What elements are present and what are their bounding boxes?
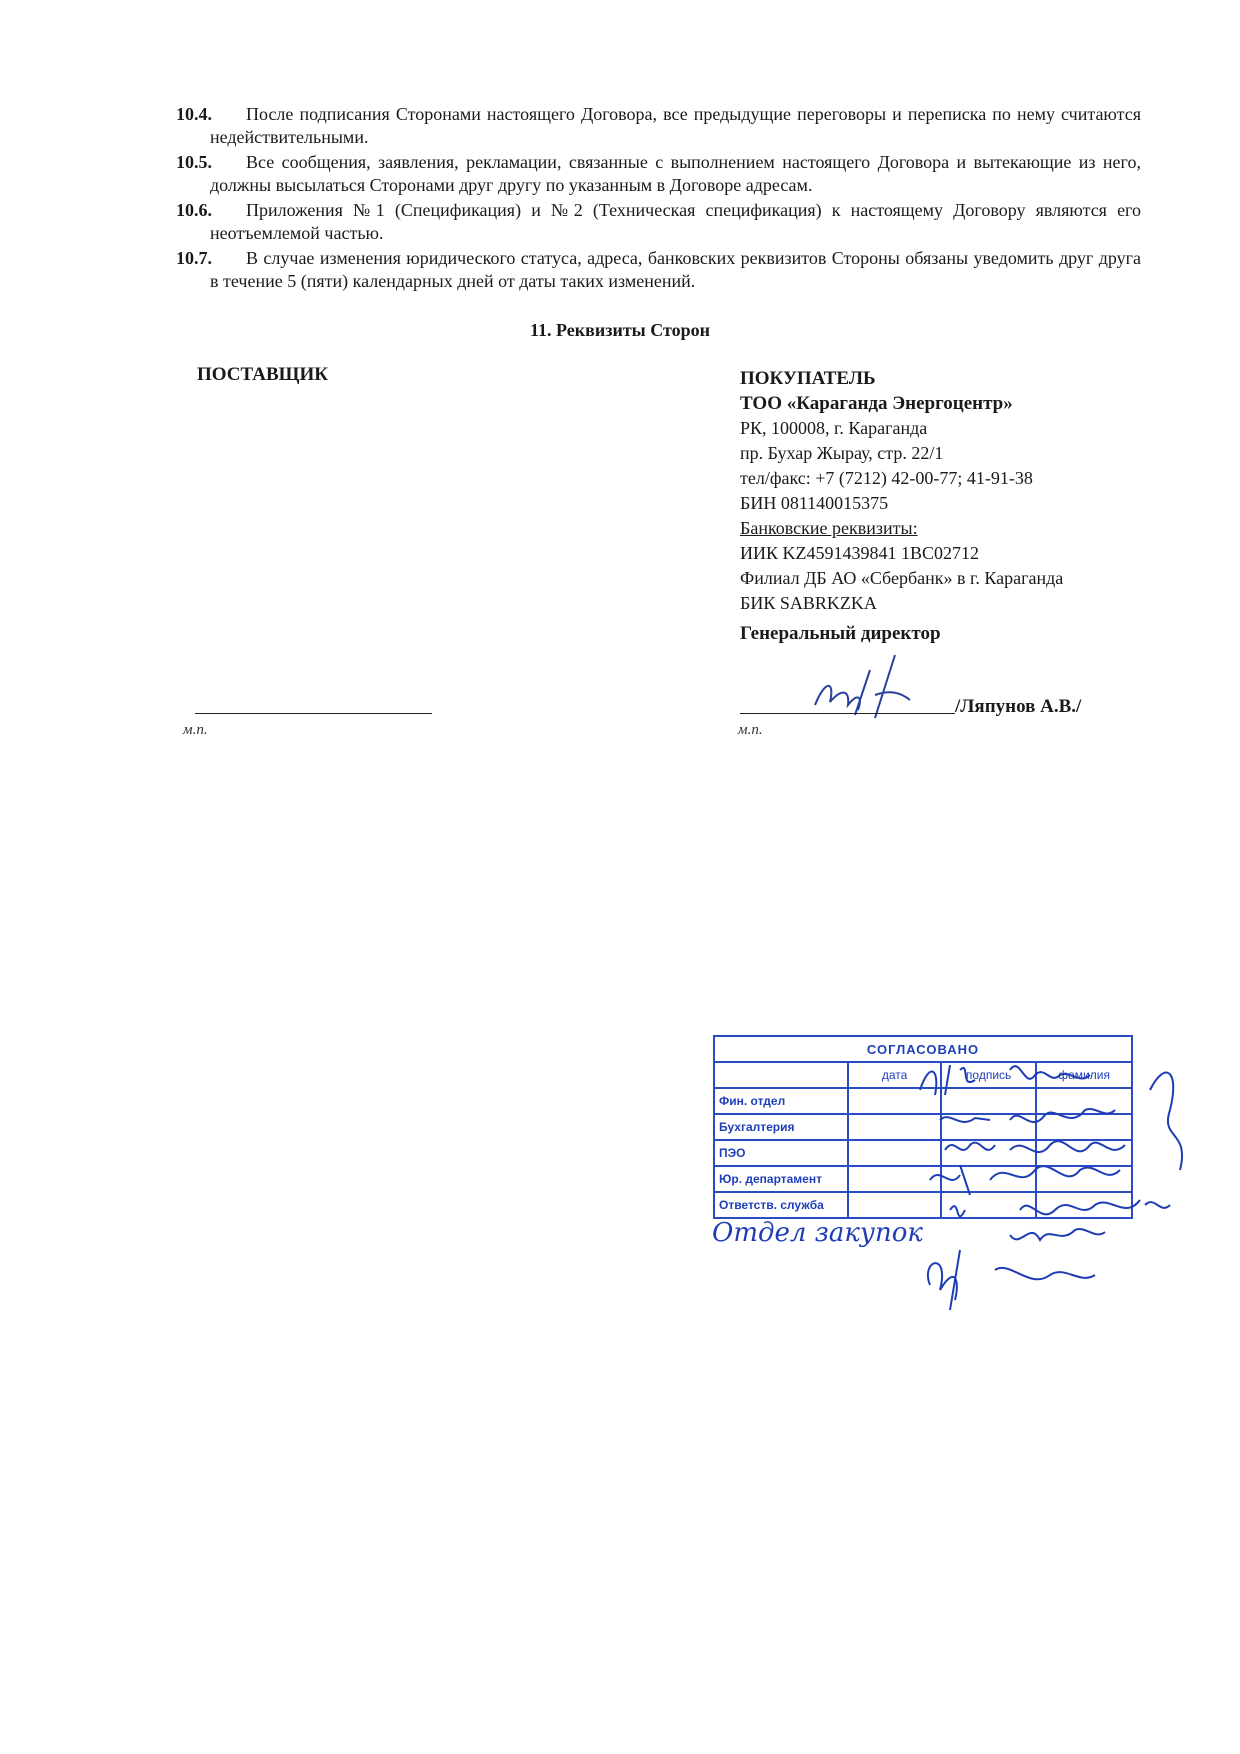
clause-10-6 — [176, 199, 1141, 245]
approval-stamp-title: СОГЛАСОВАНО — [714, 1036, 1132, 1062]
buyer-address-line1: РК, 100008, г. Караганда — [740, 418, 928, 438]
buyer-company: ТОО «Караганда Энергоцентр» — [740, 393, 1013, 414]
approval-signatures-icon — [900, 1050, 1200, 1320]
buyer-bin: БИН 081140015375 — [740, 493, 889, 513]
supplier-title: ПОСТАВЩИК — [197, 364, 329, 385]
supplier-signature-line — [195, 713, 432, 714]
approval-row-label: Фин. отдел — [714, 1088, 848, 1114]
clause-10-5 — [176, 151, 1141, 197]
buyer-title: ПОКУПАТЕЛЬ — [740, 368, 876, 389]
clause-number: 10.4. — [176, 104, 212, 124]
approval-col-signature: подпись — [941, 1062, 1036, 1088]
buyer-details — [740, 366, 1063, 616]
clause-text: Приложения №1 (Спецификация) и №2 (Техническая спецификация) к настоящему Договору являются его неотъемлемой частью. — [210, 200, 1141, 243]
approval-handwritten-row: Отдел закупок — [712, 1218, 923, 1248]
approval-col-date: дата — [848, 1062, 941, 1088]
buyer-bank-heading: Банковские реквизиты: — [740, 518, 918, 538]
buyer-position: Генеральный директор — [740, 623, 941, 644]
buyer-address-line2: пр. Бухар Жырау, стр. 22/1 — [740, 443, 944, 463]
section-title: 11. Реквизиты Сторон — [530, 320, 710, 340]
approval-row-label: Бухгалтерия — [714, 1114, 848, 1140]
buyer-iik: ИИК KZ4591439841 1BC02712 — [740, 543, 980, 563]
approval-row-label: ПЭО — [714, 1140, 848, 1166]
clause-10-7 — [176, 247, 1141, 293]
buyer-stamp-label: м.п. — [738, 722, 763, 738]
supplier-stamp-label: м.п. — [183, 722, 208, 738]
buyer-signature-line — [740, 713, 955, 714]
clause-number: 10.6. — [176, 200, 212, 220]
clause-text: После подписания Сторонами настоящего Договора, все предыдущие переговоры и переписка по нему считаются недействительными. — [210, 104, 1141, 147]
approval-row-label: Ответств. служба — [714, 1192, 848, 1218]
clause-number: 10.5. — [176, 152, 212, 172]
approval-col-surname: фамилия — [1036, 1062, 1132, 1088]
buyer-bank: Филиал ДБ АО «Сбербанк» в г. Караганда — [740, 568, 1064, 588]
clause-text: Все сообщения, заявления, рекламации, связанные с выполнением настоящего Договора и вытекающие из него, должны высылаться Сторонами друг другу по указанным в Договоре адресам. — [210, 152, 1141, 195]
buyer-phone: тел/факс: +7 (7212) 42-00-77; 41-91-38 — [740, 468, 1033, 488]
clause-number: 10.7. — [176, 248, 212, 268]
buyer-bik: БИК SABRKZKA — [740, 593, 877, 613]
clause-text: В случае изменения юридического статуса, адреса, банковских реквизитов Стороны обязаны уведомить друг друга в течение 5 (пяти) календарных дней от даты таких изменений. — [210, 248, 1141, 291]
approval-row-label: Юр. департамент — [714, 1166, 848, 1192]
buyer-signature-icon — [800, 650, 940, 720]
clause-10-4 — [176, 103, 1141, 149]
buyer-signatory: /Ляпунов А.В./ — [955, 696, 1082, 717]
